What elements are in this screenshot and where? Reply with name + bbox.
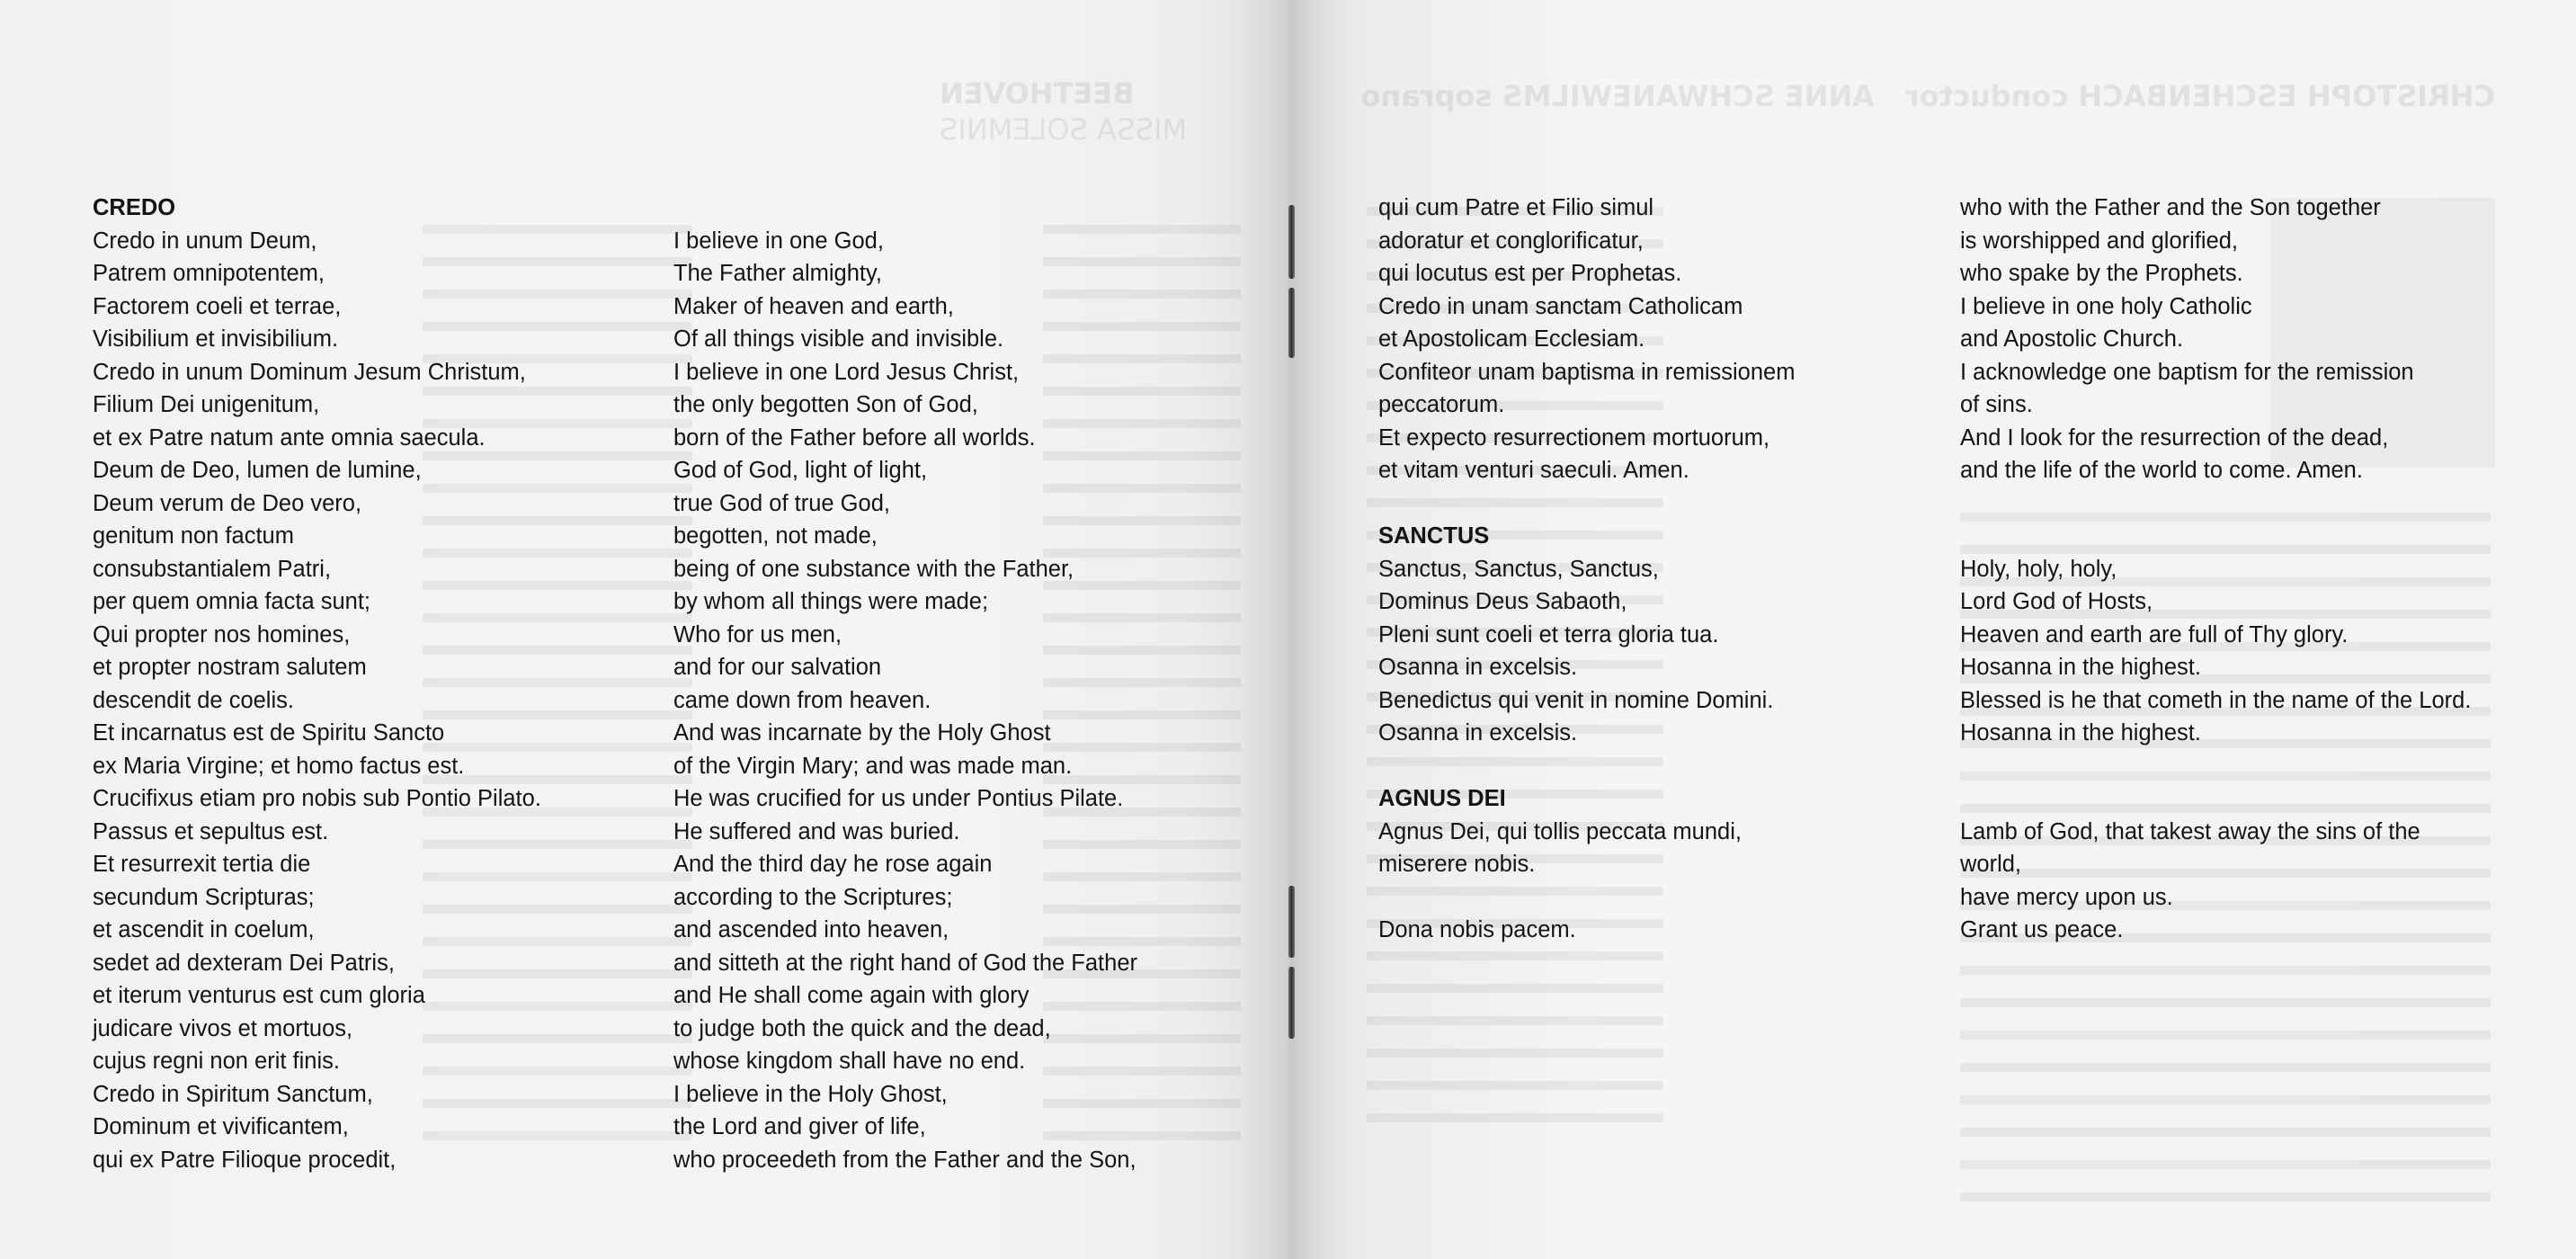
text-line: according to the Scriptures; (673, 884, 953, 910)
agnus-latin (1378, 816, 1795, 881)
text-line: Patrem omnipotentem, (93, 261, 325, 286)
text-line: God of God, light of light, (673, 458, 928, 483)
text-line: et ex Patre natum ante omnia saecula. (93, 424, 486, 451)
text-line: who proceedeth from the Father and the Son, (673, 1147, 1136, 1173)
text-line: Osanna in excelsis. (1378, 655, 1578, 680)
heading-spacer (673, 192, 1137, 225)
text-line: And the third day he rose again (673, 852, 993, 877)
text-line: Credo in unum Dominum Jesum Christum, (93, 359, 526, 385)
text-line: Et resurrexit tertia die (93, 852, 311, 877)
text-line: whose kingdom shall have no end. (673, 1049, 1026, 1074)
text-line: Holy, holy, holy, (1960, 556, 2117, 582)
section-gap (1378, 750, 1795, 783)
text-line: consubstantialem Patri, (93, 556, 332, 582)
text-line: of the Virgin Mary; and was made man. (673, 753, 1073, 779)
text-line: He was crucified for us under Pontius Pilate. (673, 786, 1124, 811)
text-line: Credo in Spiritum Sanctum, (93, 1081, 373, 1107)
right-latin-column (1378, 192, 1795, 947)
text-line: miserere nobis. (1378, 852, 1536, 877)
text-line: Factorem coeli et terrae, (93, 293, 342, 319)
text-line: And I look for the resurrection of the dead, (1960, 424, 2389, 451)
text-line: Sanctus, Sanctus, Sanctus, (1378, 556, 1659, 582)
text-line: I believe in the Holy Ghost, (673, 1081, 948, 1107)
text-line: Agnus Dei, qui tollis peccata mundi, (1378, 818, 1742, 844)
agnus-dei-heading: AGNUS DEI (1378, 786, 1506, 811)
text-line: Credo in unam sanctam Catholicam (1378, 293, 1743, 319)
agnus-english (1960, 816, 2471, 915)
staple (1288, 205, 1295, 279)
text-line: The Father almighty, (673, 261, 882, 286)
text-line: true God of true God, (673, 490, 890, 516)
text-line: Crucifixus etiam pro nobis sub Pontio Pilato. (93, 786, 541, 811)
text-line: Et expecto resurrectionem mortuorum, (1378, 424, 1770, 451)
text-line: Heaven and earth are full of Thy glory. (1960, 621, 2349, 647)
show-through-beethoven: BEETHOVEN (940, 76, 1135, 111)
text-line: et propter nostram salutem (93, 655, 367, 680)
text-line: Of all things visible and invisible. (673, 326, 1004, 352)
text-line: Et incarnatus est de Spiritu Sancto (93, 720, 445, 746)
text-line: judicare vivos et mortuos, (93, 1015, 353, 1041)
text-line: adoratur et conglorificatur, (1378, 228, 1644, 254)
text-line: by whom all things were made; (673, 589, 989, 614)
text-line: the Lord and giver of life, (673, 1114, 926, 1139)
text-line: born of the Father before all worlds. (673, 424, 1036, 451)
text-line: and the life of the world to come. Amen. (1960, 458, 2363, 483)
text-line: and ascended into heaven, (673, 917, 949, 942)
text-line: Hosanna in the highest. (1960, 655, 2201, 680)
show-through-anne: ANNE SCHWANEWILMS soprano (1360, 79, 1875, 113)
text-line: qui cum Patre et Filio simul (1378, 195, 1654, 220)
heading-spacer (1960, 782, 2471, 816)
text-line: who spake by the Prophets. (1960, 261, 2243, 286)
text-line: peccatorum. (1378, 392, 1505, 417)
text-line: Osanna in excelsis. (1378, 720, 1578, 746)
right-english-column (1960, 192, 2471, 947)
text-line: Lord God of Hosts, (1960, 589, 2153, 614)
text-line: Benedictus qui venit in nomine Domini. (1378, 687, 1774, 713)
text-line: Passus et sepultus est. (93, 818, 329, 844)
text-line: world, (1960, 852, 2022, 877)
credo-english-continued (1960, 192, 2471, 487)
text-line: Dominum et vivificantem, (93, 1114, 349, 1139)
text-line: I believe in one God, (673, 228, 884, 254)
text-line: Deum de Deo, lumen de lumine, (93, 458, 422, 483)
text-line: cujus regni non erit finis. (93, 1049, 340, 1074)
text-line: et iterum venturus est cum gloria (93, 983, 425, 1008)
text-line: have mercy upon us. (1960, 884, 2173, 910)
text-line: He suffered and was buried. (673, 818, 960, 844)
text-line: the only begotten Son of God, (673, 392, 978, 417)
text-line: et vitam venturi saeculi. Amen. (1378, 458, 1689, 483)
text-line: I believe in one Lord Jesus Christ, (673, 359, 1020, 385)
text-line: I acknowledge one baptism for the remission (1960, 359, 2414, 385)
text-line: genitum non factum (93, 523, 294, 549)
heading-spacer (1960, 520, 2471, 553)
text-line: Credo in unum Deum, (93, 228, 317, 254)
text-line: per quem omnia facta sunt; (93, 589, 371, 614)
agnus-english-final: Grant us peace. (1960, 917, 2124, 942)
sanctus-latin (1378, 553, 1795, 750)
show-through-missa: MISSA SOLEMNIS (940, 112, 1188, 147)
text-line: Filium Dei unigenitum, (93, 392, 320, 417)
spine-fold (1241, 0, 1340, 1259)
text-line: Blessed is he that cometh in the name of the Lord. (1960, 687, 2472, 713)
text-line: I believe in one holy Catholic (1960, 293, 2252, 319)
credo-latin-continued (1378, 192, 1795, 487)
credo-latin-lines (93, 225, 541, 1177)
text-line: ex Maria Virgine; et homo factus est. (93, 753, 465, 779)
credo-heading: CREDO (93, 195, 176, 220)
text-line: Visibilium et invisibilium. (93, 326, 339, 352)
staple (1288, 886, 1295, 958)
sanctus-english (1960, 553, 2471, 750)
sanctus-heading: SANCTUS (1378, 523, 1490, 549)
text-line: et ascendit in coelum, (93, 917, 315, 942)
text-line: and sitteth at the right hand of God the Father (673, 950, 1138, 976)
text-line: Qui propter nos homines, (93, 621, 351, 647)
text-line: qui ex Patre Filioque procedit, (93, 1147, 397, 1173)
text-line: Dominus Deus Sabaoth, (1378, 589, 1627, 614)
staple (1288, 288, 1295, 358)
text-line: qui locutus est per Prophetas. (1378, 261, 1682, 286)
credo-english-lines (673, 225, 1137, 1177)
text-line: Hosanna in the highest. (1960, 720, 2201, 746)
text-line: Pleni sunt coeli et terra gloria tua. (1378, 621, 1719, 647)
text-line: is worshipped and glorified, (1960, 228, 2239, 254)
text-line: and for our salvation (673, 655, 882, 680)
text-line: descendit de coelis. (93, 687, 294, 713)
text-line: who with the Father and the Son together (1960, 195, 2381, 220)
text-line: Who for us men, (673, 621, 842, 647)
text-line: Confiteor unam baptisma in remissionem (1378, 359, 1796, 385)
text-line: and Apostolic Church. (1960, 326, 2184, 352)
text-line: of sins. (1960, 392, 2033, 417)
credo-latin-column (93, 192, 541, 1176)
text-line: Deum verum de Deo vero, (93, 490, 362, 516)
staple (1288, 967, 1295, 1039)
text-line: And was incarnate by the Holy Ghost (673, 720, 1051, 746)
section-gap (1378, 487, 1795, 521)
agnus-latin-final: Dona nobis pacem. (1378, 917, 1576, 942)
text-line: Maker of heaven and earth, (673, 293, 954, 319)
section-gap (1960, 750, 2471, 783)
text-line: and He shall come again with glory (673, 983, 1030, 1008)
text-line: sedet ad dexteram Dei Patris, (93, 950, 395, 976)
text-line: came down from heaven. (673, 687, 931, 713)
show-through-christoph: CHRISTOPH ESCHENBACH conductor (1904, 79, 2495, 113)
text-line: to judge both the quick and the dead, (673, 1015, 1051, 1041)
credo-english-column (673, 192, 1137, 1176)
text-line: Lamb of God, that takest away the sins of the (1960, 818, 2420, 844)
text-line: secundum Scripturas; (93, 884, 315, 910)
section-gap (1960, 487, 2471, 521)
line-gap (1378, 881, 1795, 915)
text-line: being of one substance with the Father, (673, 556, 1074, 582)
text-line: et Apostolicam Ecclesiam. (1378, 326, 1645, 352)
text-line: begotten, not made, (673, 523, 878, 549)
